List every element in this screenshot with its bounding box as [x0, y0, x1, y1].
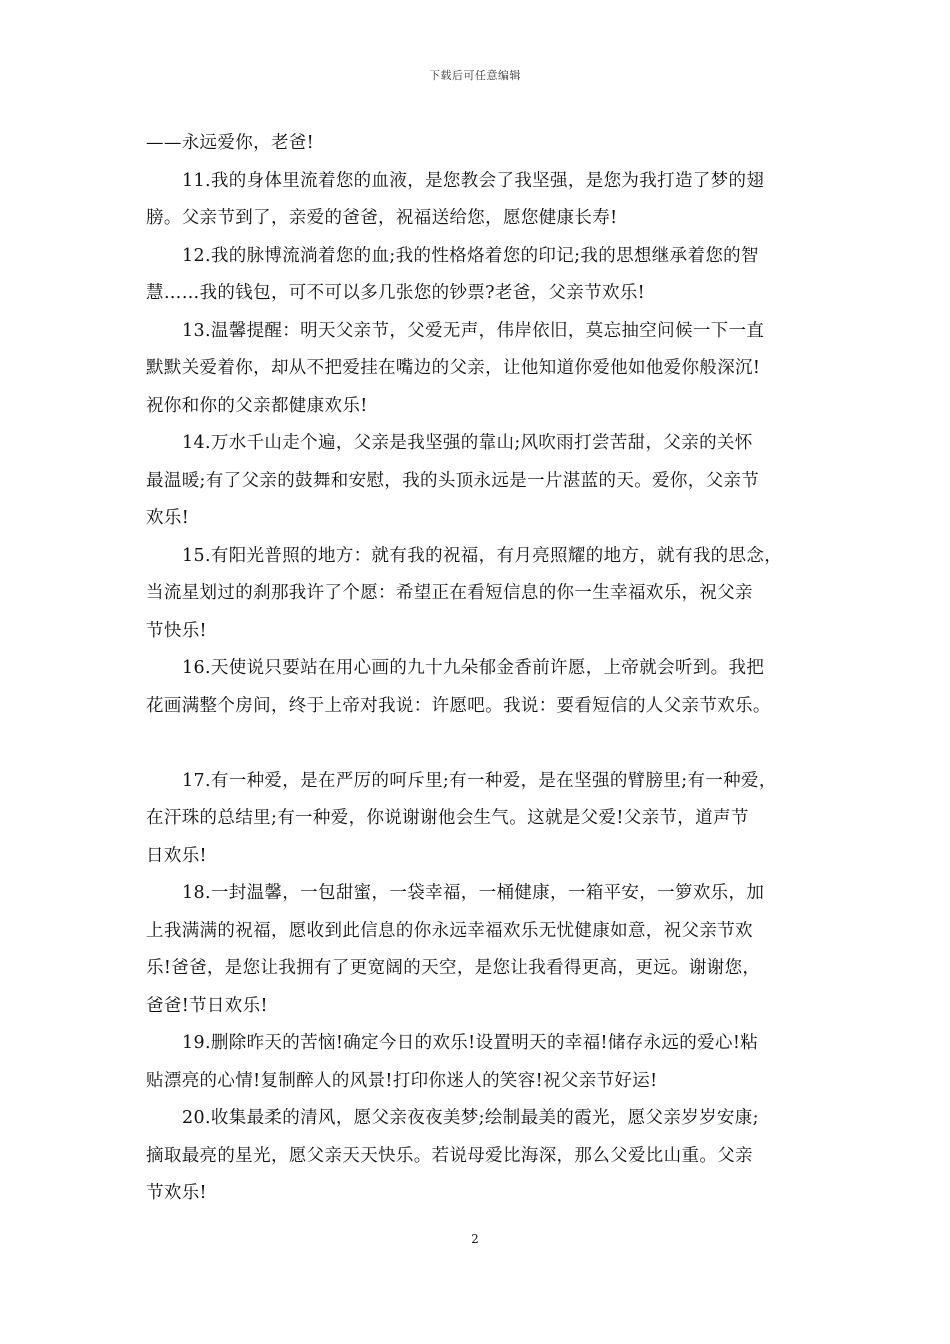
text-line: 欢乐! [146, 508, 190, 528]
text-line: 花画满整个房间，终于上帝对我说：许愿吧。我说：要看短信的人父亲节欢乐。 [146, 695, 771, 716]
text-line: 13.温馨提醒：明天父亲节，父爱无声，伟岸依旧，莫忘抽空问候一下一直 [182, 320, 765, 341]
text-line: 12.我的脉博流淌着您的血;我的性格烙着您的印记;我的思想继承着您的智 [182, 245, 759, 266]
text-line: 17.有一种爱，是在严厉的呵斥里;有一种爱，是在坚强的臂膀里;有一种爱， [182, 770, 777, 791]
document-body [146, 125, 818, 1213]
text-line: 祝你和你的父亲都健康欢乐! [146, 395, 368, 416]
text-line: 上我满满的祝福，愿收到此信息的你永远幸福欢乐无忧健康如意，祝父亲节欢 [146, 920, 753, 941]
text-line: 贴漂亮的心情!复制醉人的风景!打印你迷人的笑容!祝父亲节好运! [146, 1070, 658, 1091]
text-line: 18.一封温馨，一包甜蜜，一袋幸福，一桶健康，一箱平安，一箩欢乐，加 [182, 883, 765, 903]
text-line: 乐!爸爸，是您让我拥有了更宽阔的天空，是您让我看得更高，更远。谢谢您， [146, 958, 761, 978]
text-line: 摘取最亮的星光，愿父亲天天快乐。若说母爱比海深，那么父爱比山重。父亲 [146, 1145, 753, 1166]
blank-line [146, 725, 818, 763]
text-line: 16.天使说只要站在用心画的九十九朵郁金香前许愿，上帝就会听到。我把 [182, 658, 765, 678]
text-line: 最温暖;有了父亲的鼓舞和安慰，我的头顶永远是一片湛蓝的天。爱你，父亲节 [146, 470, 760, 491]
text-line: 15.有阳光普照的地方：就有我的祝福，有月亮照耀的地方，就有我的思念， [182, 545, 783, 566]
text-line: 爸爸!节日欢乐! [146, 995, 268, 1016]
text-line: 11.我的身体里流着您的血液，是您教会了我坚强，是您为我打造了梦的翅 [182, 170, 765, 191]
text-line: 20.收集最柔的清风，愿父亲夜夜美梦;绘制最美的霞光，愿父亲岁岁安康; [182, 1108, 759, 1128]
text-line: 节快乐! [146, 620, 207, 641]
text-line: 膀。父亲节到了，亲爱的爸爸，祝福送给您，愿您健康长寿! [146, 208, 618, 228]
text-line: 慧……我的钱包，可不可以多几张您的钞票?老爸，父亲节欢乐! [146, 283, 646, 303]
page-number: 2 [471, 1232, 479, 1246]
text-line: 当流星划过的刹那我许了个愿：希望正在看短信息的你一生幸福欢乐，祝父亲 [146, 583, 753, 603]
text-line: 在汗珠的总结里;有一种爱，你说谢谢他会生气。这就是父爱!父亲节，道声节 [146, 808, 749, 828]
text-line: 默默关爱着你，却从不把爱挂在嘴边的父亲，让他知道你爱他如他爱你般深沉! [146, 358, 761, 378]
text-line: ——永远爱你，老爸! [146, 133, 315, 153]
text-line: 14.万水千山走个遍，父亲是我坚强的靠山;风吹雨打尝苦甜，父亲的关怀 [182, 433, 753, 453]
text-line: 日欢乐! [146, 845, 207, 866]
text-line: 节欢乐! [146, 1183, 207, 1203]
page-header: 下载后可任意编辑 [429, 69, 521, 82]
text-line: 19.删除昨天的苦恼!确定今日的欢乐!设置明天的幸福!储存永远的爱心!粘 [182, 1033, 759, 1053]
